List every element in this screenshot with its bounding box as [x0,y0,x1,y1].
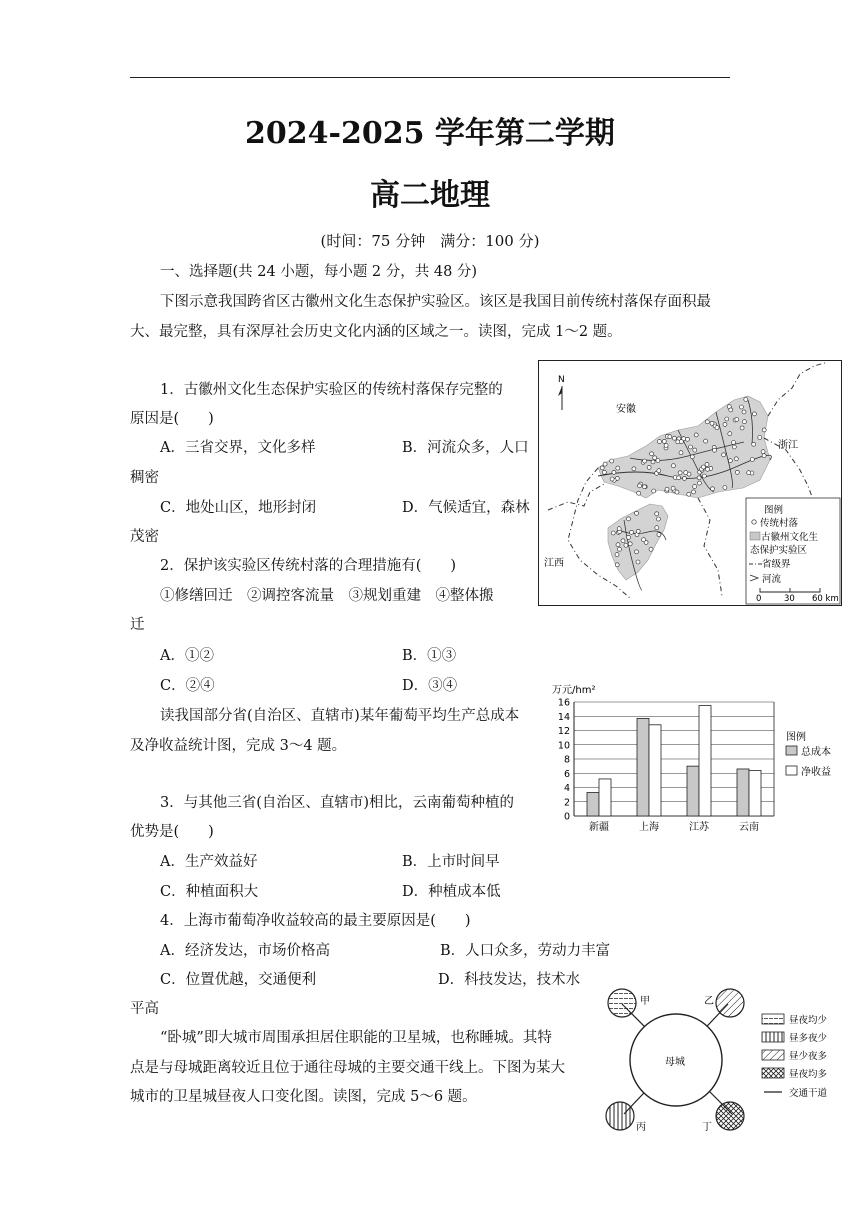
village-marker [705,420,709,424]
village-marker [722,453,726,457]
chart-legend-cost: 总成本 [801,747,831,758]
scale-0: 0 [756,594,762,604]
village-marker [656,517,660,521]
q3-option-b: B．上市时间早 [402,854,500,870]
intro-line: 及净收益统计图，完成 3～4 题。 [130,738,347,754]
chart-ylabel: 万元/hm² [552,685,596,696]
village-marker [761,450,765,454]
village-marker [723,422,727,426]
village-marker [611,531,615,535]
q3-stem: 优势是( ) [130,824,214,840]
legend-zone: 态保护实验区 [750,545,808,556]
village-marker [723,486,727,490]
chart-bar-profit [649,725,661,816]
q1-stem: 1．古徽州文化生态保护实验区的传统村落保存完整的 [160,382,503,398]
village-marker [621,539,625,543]
village-marker [642,538,646,542]
q1-option-b: 稠密 [130,470,159,486]
chart-ytick: 12 [557,726,570,737]
village-marker [697,481,701,485]
label-zhejiang: 浙江 [778,440,798,451]
village-marker [693,448,697,452]
village-marker [675,490,679,494]
legend-river: 河流 [762,574,782,585]
q4-option-b: B．人口众多，劳动力丰富 [440,943,611,959]
village-marker [635,511,639,515]
village-marker [684,471,688,475]
village-marker [636,560,640,564]
chart-ytick: 4 [563,783,570,794]
satellite-jia [608,989,636,1017]
chart-bar-cost [687,766,699,816]
intro-line: 下图示意我国跨省区古徽州文化生态保护实验区。该区是我国目前传统村落保存面积最 [160,294,711,310]
village-marker [713,448,717,452]
village-marker [692,490,696,494]
village-marker [676,440,680,444]
village-marker [744,398,748,402]
village-marker [657,533,661,537]
exam-meta: (时间：75 分钟 满分：100 分) [320,232,540,250]
legend-village: 传统村落 [760,518,799,529]
village-marker [671,486,675,490]
village-marker [734,457,738,461]
chart-ytick: 6 [563,768,570,780]
legend-3: 昼少夜多 [789,1051,828,1062]
grape-chart [546,680,846,836]
intro-line: 大、最完整，具有深厚社会历史文化内涵的区域之一。读图，完成 1～2 题。 [130,324,622,340]
q3-stem: 3．与其他三省(自治区、直辖市)相比，云南葡萄种植的 [160,795,515,811]
village-marker [689,445,693,449]
q3-option-d: D．种植成本低 [402,884,501,900]
q2-option-a: A．①② [160,648,214,664]
legend-1: 昼夜均少 [789,1015,828,1026]
village-marker [627,535,631,539]
q2-items: ①修缮回迁 ②调控客流量 ③规划重建 ④整体搬 [160,588,494,604]
village-marker [615,553,619,557]
chart-xtick: 江苏 [689,822,709,833]
village-marker [632,467,636,471]
chart-xtick: 上海 [639,822,659,833]
village-marker [668,435,672,439]
section-heading: 一、选择题(共 24 小题，每小题 2 分，共 48 分) [160,264,478,280]
village-marker [672,436,676,440]
q1-option-b: B．河流众多，人口 [402,440,529,456]
chart-xtick: 新疆 [589,822,609,833]
village-marker [600,466,604,470]
legend-border: 省级界 [762,559,791,570]
q2-option-b: B．①③ [402,648,457,664]
village-marker [678,471,682,475]
intro-line: “卧城”即大城市周围承担居住职能的卫星城，也称睡城。其特 [160,1030,552,1046]
scale-30: 30 [784,594,795,604]
q3-option-a: A．生产效益好 [160,854,258,870]
village-marker [701,465,705,469]
satellite-bing-label: 丙 [636,1122,646,1133]
chart-ytick: 8 [563,754,570,766]
village-marker [704,439,708,443]
village-marker [626,517,630,521]
village-marker [615,563,619,567]
village-marker [728,432,732,436]
village-marker [634,550,638,554]
chart-ytick: 2 [563,797,570,809]
village-marker [728,459,732,463]
top-rule [130,77,730,78]
village-marker [705,462,709,466]
village-marker [650,452,654,456]
village-marker [762,428,766,432]
village-marker [682,476,686,480]
village-marker [747,471,751,475]
q4-option-d: D．科技发达，技术水 [438,972,581,988]
chart-ytick: 0 [563,811,570,823]
village-marker [671,464,675,468]
village-marker [690,455,694,459]
chart-ytick: 16 [557,697,570,709]
village-marker [752,412,756,416]
village-marker [618,547,622,551]
village-marker [752,442,756,446]
subject-title: 高二地理 [370,178,490,213]
village-marker [677,476,681,480]
chart-legend-profit: 净收益 [801,767,831,778]
village-marker [655,526,659,530]
satellite-yi [716,989,744,1017]
village-marker [651,460,655,464]
satellite-jia-label: 甲 [640,996,650,1007]
q3-option-c: C．种植面积大 [160,884,259,900]
q1-option-d: D．气候适宜，森林 [402,500,530,516]
village-marker [652,489,656,493]
legend-2: 昼多夜少 [789,1033,828,1044]
village-marker [686,437,690,441]
q4-stem: 4．上海市葡萄净收益较高的最主要原因是( ) [160,913,471,929]
village-marker [735,418,739,422]
chart-ytick: 14 [557,711,570,723]
village-marker [657,440,661,444]
satellite-city-diagram [596,986,846,1136]
village-marker [732,441,736,445]
village-marker [653,456,657,460]
village-marker [637,491,641,495]
village-marker [664,444,668,448]
village-marker [624,543,628,547]
village-marker [711,487,715,491]
village-marker [647,465,651,469]
intro-line: 读我国部分省(自治区、直辖市)某年葡萄平均生产总成本 [160,708,520,724]
village-marker [628,542,632,546]
legend-title: 图例 [764,505,784,516]
village-marker [602,470,606,474]
q1-option-d: 茂密 [130,529,159,545]
q2-option-c: C．②④ [160,678,215,694]
label-anhui: 安徽 [616,404,636,415]
village-marker [617,527,621,531]
village-marker [643,485,647,489]
village-marker [630,530,634,534]
chart-bar-cost [587,792,599,816]
village-marker [657,469,661,473]
village-marker [694,433,698,437]
satellite-bing [606,1102,634,1130]
chart-bar-profit [599,779,611,816]
village-marker [729,408,733,412]
q4-option-c: C．位置优越，交通便利 [160,972,317,988]
q1-option-a: A．三省交界，文化多样 [160,440,316,456]
intro-line: 城市的卫星城昼夜人口变化图。读图，完成 5～6 题。 [130,1089,477,1105]
chart-bar-profit [749,770,761,816]
village-marker [742,420,746,424]
huizhou-map [538,360,842,606]
q4-option-d: 平高 [130,1001,159,1017]
north-label: N [558,375,565,385]
village-marker [612,470,616,474]
village-marker [739,405,743,409]
village-marker [649,547,653,551]
chart-bar-cost [737,769,749,816]
q1-stem: 原因是( ) [130,411,214,427]
label-jiangxi: 江西 [544,558,564,569]
village-marker [735,470,739,474]
village-marker [725,417,729,421]
village-marker [762,454,766,458]
village-marker [697,476,701,480]
village-marker [758,436,762,440]
intro-line: 点是与母城距离较近且位于通往母城的主要交通干线上。下图为某大 [130,1060,565,1076]
village-marker [636,529,640,533]
village-marker [742,410,746,414]
exam-title: 2024-2025 学年第二学期 [245,116,615,151]
village-marker [679,451,683,455]
scale-60: 60 km [812,594,839,604]
village-marker [693,485,697,489]
chart-ytick: 10 [557,740,570,752]
satellite-ding-label: 丁 [702,1122,712,1133]
q1-option-c: C．地处山区，地形封闭 [160,500,317,516]
village-marker [610,477,614,481]
satellite-ding [716,1102,744,1130]
village-marker [610,459,614,463]
satellite-yi-label: 乙 [704,996,714,1007]
q2-stem: 2．保护该实验区传统村落的合理措施有( ) [160,558,457,574]
village-marker [665,487,669,491]
mother-city-label: 母城 [665,1057,685,1068]
village-marker [662,439,666,443]
village-marker [603,462,607,466]
village-marker [616,543,620,547]
legend-5: 交通干道 [789,1088,828,1099]
village-marker [715,426,719,430]
q2-items: 迁 [130,617,145,633]
chart-xtick: 云南 [739,822,759,833]
legend-zone: 古徽州文化生 [761,532,819,543]
village-marker [638,484,642,488]
village-marker [740,426,744,430]
legend-4: 昼夜均多 [789,1069,828,1080]
village-marker [643,459,647,463]
chart-bar-profit [699,706,711,816]
village-marker [687,492,691,496]
q4-option-a: A．经济发达，市场价格高 [160,943,330,959]
chart-legend-title: 图例 [786,732,806,743]
village-marker [750,458,754,462]
village-marker [732,445,736,449]
q2-option-d: D．③④ [402,678,458,694]
village-marker [702,474,706,478]
chart-bar-cost [637,718,649,816]
village-marker [706,467,710,471]
village-marker [616,466,620,470]
village-marker [655,512,659,516]
